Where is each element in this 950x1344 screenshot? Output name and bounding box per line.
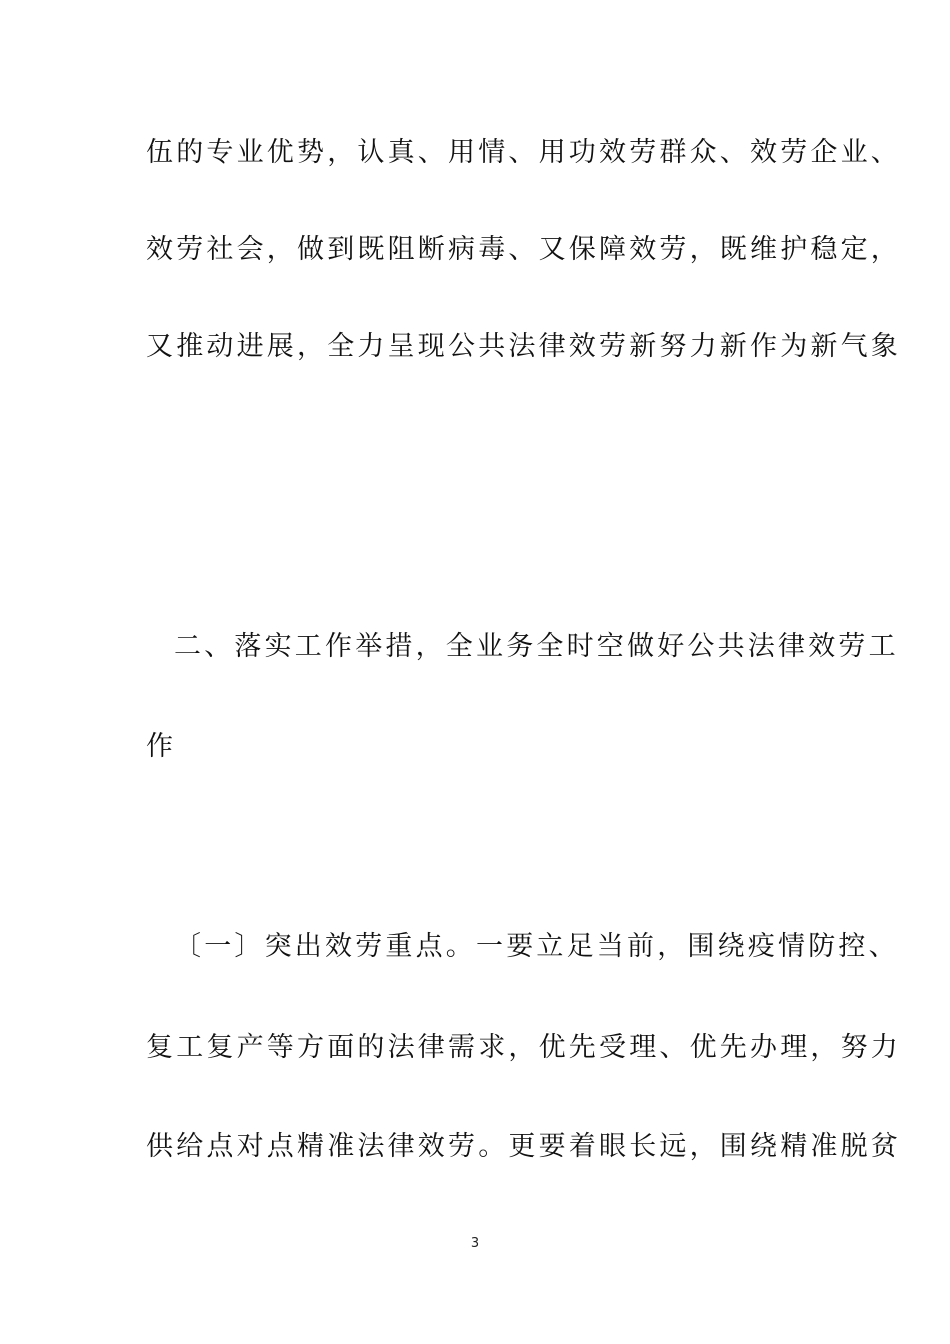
text-line: 效劳社会，做到既阻断病毒、又保障效劳，既维护稳定，	[146, 234, 901, 265]
text-line: 复工复产等方面的法律需求，优先受理、优先办理，努力	[146, 1032, 901, 1063]
text-line: 〔一〕突出效劳重点。一要立足当前，围绕疫情防控、	[174, 931, 899, 962]
text-line: 供给点对点精准法律效劳。更要着眼长远，围绕精准脱贫	[146, 1131, 901, 1162]
section-heading-continuation: 作	[146, 731, 177, 762]
text-line: 又推动进展，全力呈现公共法律效劳新努力新作为新气象	[146, 331, 901, 362]
section-heading: 二、落实工作举措，全业务全时空做好公共法律效劳工	[174, 631, 899, 662]
page-number: 3	[470, 1236, 480, 1251]
text-line: 伍的专业优势，认真、用情、用功效劳群众、效劳企业、	[146, 137, 901, 168]
